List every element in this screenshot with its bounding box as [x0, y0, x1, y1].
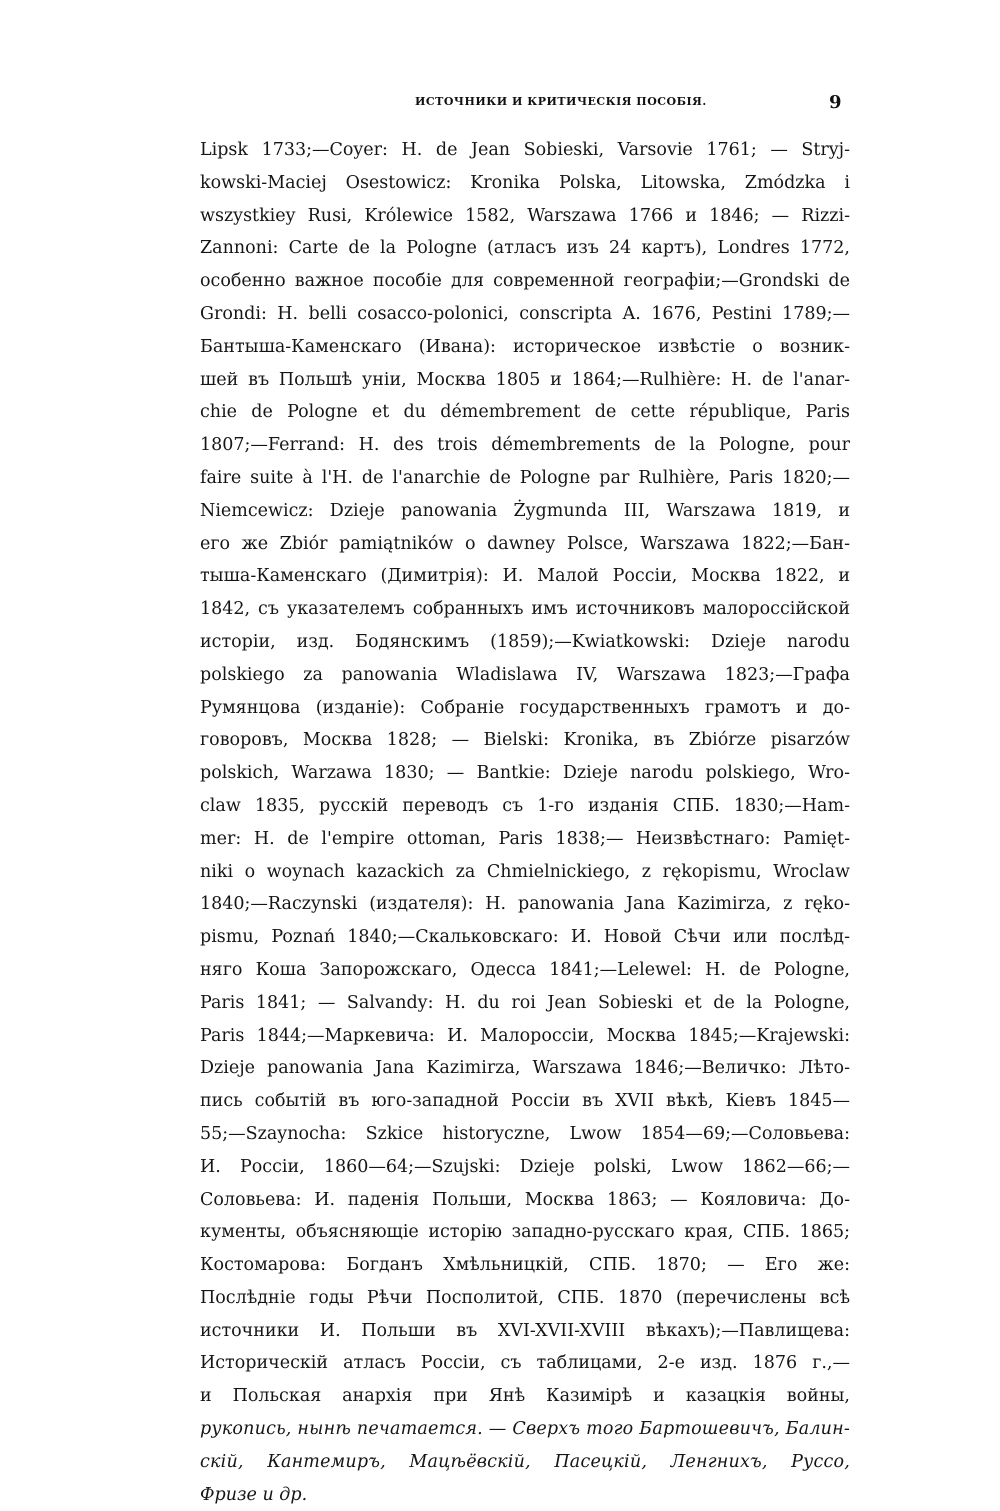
text-line: шей въ Польшѣ уніи, Москва 1805 и 1864;—Rulhière: H. de l'anar-: [200, 369, 850, 390]
text-line: 1840;—Raczynski (издателя): H. panowania Jana Kazimirza, z ręko-: [200, 894, 850, 915]
text-line: особенно важное пособіе для современной географіи;—Grondski de: [200, 271, 850, 292]
text-line: источники И. Польши въ XVI-XVII-XVIII вѣкахъ);—Павлищева:: [200, 1320, 850, 1341]
text-line: kowski-Maciej Osestowicz: Kronika Polska, Litowska, Zmódzka i: [200, 172, 850, 193]
text-line: скій, Кантемиръ, Мацѣёвскій, Пасецкій, Ленгнихъ, Руссо,: [200, 1451, 850, 1472]
text-line: говоровъ, Москва 1828; — Bielski: Kronika, въ Zbiórze pisarzów: [200, 730, 850, 751]
text-line: Историческій атласъ Россіи, съ таблицами, 2-е изд. 1876 г.,—: [200, 1353, 850, 1374]
text-line: 1807;—Ferrand: H. des trois démembrements de la Pologne, pour: [200, 435, 850, 456]
text-line: его же Zbiór pamiątników o dawney Polsce, Warszawa 1822;—Бан-: [200, 533, 850, 554]
text-line: Zannoni: Carte de la Pologne (атласъ изъ 24 картъ), Londres 1772,: [200, 238, 850, 259]
text-line: рукопись, нынѣ печатается. — Сверхъ того Бартошевичъ, Балин-: [200, 1419, 850, 1440]
text-line: Niemcewicz: Dzieje panowania Żygmunda III, Warszawa 1819, и: [200, 500, 850, 521]
text-line: 1842, съ указателемъ собранныхъ имъ источниковъ малороссійской: [200, 599, 850, 620]
text-line: pismu, Poznań 1840;—Скальковскаго: И. Новой Сѣчи или послѣд-: [200, 927, 850, 948]
text-line: 55;—Szaynocha: Szkice historyczne, Lwow 1854—69;—Соловьева:: [200, 1123, 850, 1144]
text-line: пись событій въ юго-западной Россіи въ XVII вѣкѣ, Кіевъ 1845—: [200, 1091, 850, 1112]
text-line: chie de Pologne et du démembrement de cette république, Paris: [200, 402, 850, 423]
text-line: faire suite à l'H. de l'anarchie de Pologne par Rulhière, Paris 1820;—: [200, 467, 850, 488]
text-line: polskiego za panowania Wladislawa IV, Warszawa 1823;—Графа: [200, 664, 850, 685]
text-line: Костомарова: Богданъ Хмѣльницкій, СПБ. 1870; — Его же:: [200, 1255, 850, 1276]
text-line: Paris 1841; — Salvandy: H. du roi Jean Sobieski et de la Pologne,: [200, 992, 850, 1013]
text-line: тыша-Каменскаго (Димитрія): И. Малой Россіи, Москва 1822, и: [200, 566, 850, 587]
text-line: Paris 1844;—Маркевича: И. Малороссіи, Москва 1845;—Krajewski:: [200, 1025, 850, 1046]
text-line: claw 1835, русскій переводъ съ 1-го изданія СПБ. 1830;—Ham-: [200, 795, 850, 816]
body-text: [200, 134, 850, 1511]
text-line: Соловьева: И. паденія Польши, Москва 1863; — Кояловича: До-: [200, 1189, 850, 1210]
text-line: wszystkiey Rusi, Królewice 1582, Warszawa 1766 и 1846; — Rizzi-: [200, 205, 850, 226]
text-line: И. Россіи, 1860—64;—Szujski: Dzieje polski, Lwow 1862—66;—: [200, 1156, 850, 1177]
text-line: niki o woynach kazackich za Chmielnickiego, z rękopismu, Wroclaw: [200, 861, 850, 882]
text-line: исторіи, изд. Бодянскимъ (1859);—Kwiatkowski: Dzieje narodu: [200, 631, 850, 652]
text-line: и Польская анархія при Янѣ Казимірѣ и казацкія войны,: [200, 1386, 850, 1407]
text-line: кументы, объясняющіе исторію западно-русскаго края, СПБ. 1865;: [200, 1222, 850, 1243]
text-line: Lipsk 1733;—Coyer: H. de Jean Sobieski, Varsovie 1761; — Stryj-: [200, 140, 850, 160]
text-line: Dzieje panowania Jana Kazimirza, Warszawa 1846;—Величко: Лѣто-: [200, 1058, 850, 1079]
text-line: polskich, Warzawa 1830; — Bantkie: Dzieje narodu polskiego, Wro-: [200, 763, 850, 784]
running-title: ИСТОЧНИКИ И КРИТИЧЕСКІЯ ПОСОБІЯ.: [415, 95, 707, 108]
text-line: Фризе и др.: [200, 1484, 308, 1505]
page-number: 9: [829, 92, 842, 113]
text-line: Grondi: H. belli cosacco-polonici, conscripta A. 1676, Pestini 1789;—: [200, 303, 850, 324]
text-line: няго Коша Запорожскаго, Одесса 1841;—Lelewel: H. de Pologne,: [200, 959, 850, 980]
text-line: Послѣдніе годы Рѣчи Посполитой, СПБ. 1870 (перечислены всѣ: [200, 1287, 850, 1308]
text-line: Бантыша-Каменскаго (Ивана): историческое извѣстіе о возник-: [200, 336, 850, 357]
text-line: mer: H. de l'empire ottoman, Paris 1838;— Неизвѣстнаго: Pamięt-: [200, 828, 850, 849]
text-line: Румянцова (изданіе): Собраніе государственныхъ грамотъ и до-: [200, 697, 850, 718]
